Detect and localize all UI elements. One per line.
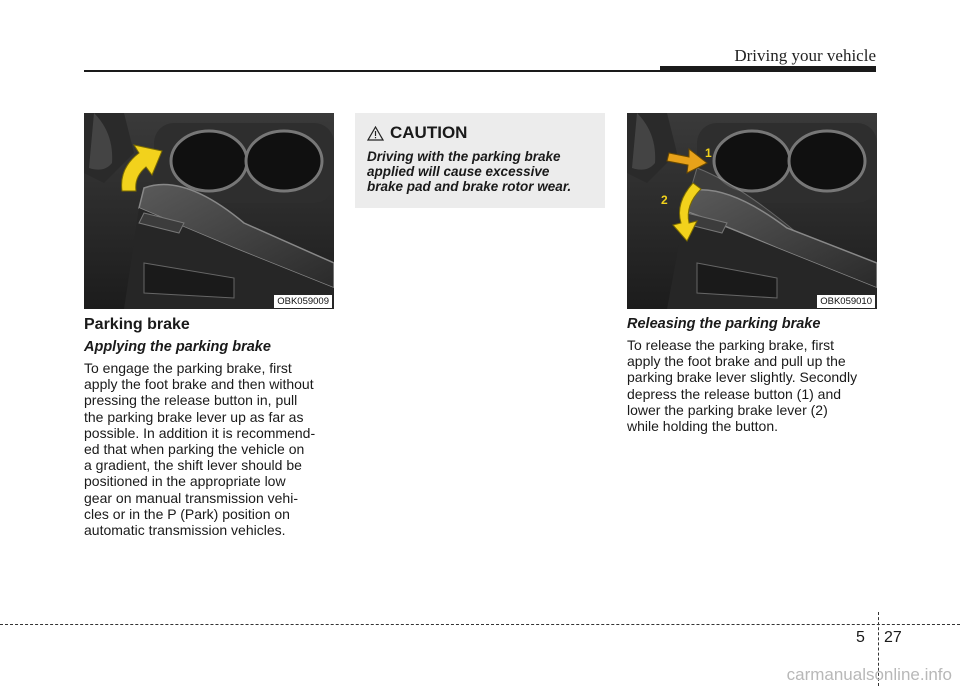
parking-brake-apply-photo [84,113,334,309]
page-header-title: Driving your vehicle [734,46,876,65]
header-rule-thin [84,70,660,72]
text-line: gear on manual transmission vehi- [84,489,298,506]
parking-brake-release-photo [627,113,877,309]
text-line: automatic transmission vehicles. [84,522,286,539]
text-line: while holding the button. [627,418,778,435]
footer-rule [0,624,960,625]
applying-heading: Applying the parking brake [84,339,271,355]
image-code: OBK059010 [817,295,875,308]
releasing-paragraph [627,337,877,434]
text-line: To release the parking brake, first [627,337,834,353]
caution-line: applied will cause excessive [367,164,550,179]
text-line: ed that when parking the vehicle on [84,441,305,458]
header-rule-thick [660,66,876,72]
text-line: apply the foot brake and pull up the [627,353,846,370]
text-line: lower the parking brake lever (2) [627,401,828,418]
text-line: apply the foot brake and then without [84,376,314,393]
text-line: cles or in the P (Park) position on [84,505,290,522]
text-line: the parking brake lever up as far as [84,408,304,425]
caution-box [355,113,605,208]
text-line: To engage the parking brake, first [84,360,292,376]
text-line: depress the release button (1) and [627,385,842,402]
warning-triangle-icon [367,126,384,141]
caution-title: CAUTION [390,123,468,142]
text-line: parking brake lever slightly. Secondly [627,369,858,386]
text-line: possible. In addition it is recommend- [84,424,316,441]
chapter-number: 5 [856,629,865,646]
applying-paragraph [84,360,334,538]
caution-line: Driving with the parking brake [367,149,561,164]
caution-line: brake pad and brake rotor wear. [367,179,572,194]
watermark: carmanualsonline.info [786,665,952,684]
text-line: a gradient, the shift lever should be [84,457,302,474]
releasing-heading: Releasing the parking brake [627,316,821,332]
image-code: OBK059009 [274,295,332,308]
caution-text [367,149,597,194]
callout-label-2: 2 [661,193,668,207]
text-line: pressing the release button in, pull [84,392,298,409]
text-line: positioned in the appropriate low [84,473,286,490]
callout-label-1: 1 [705,146,712,160]
page-number: 27 [884,629,902,646]
parking-brake-heading: Parking brake [84,316,190,333]
